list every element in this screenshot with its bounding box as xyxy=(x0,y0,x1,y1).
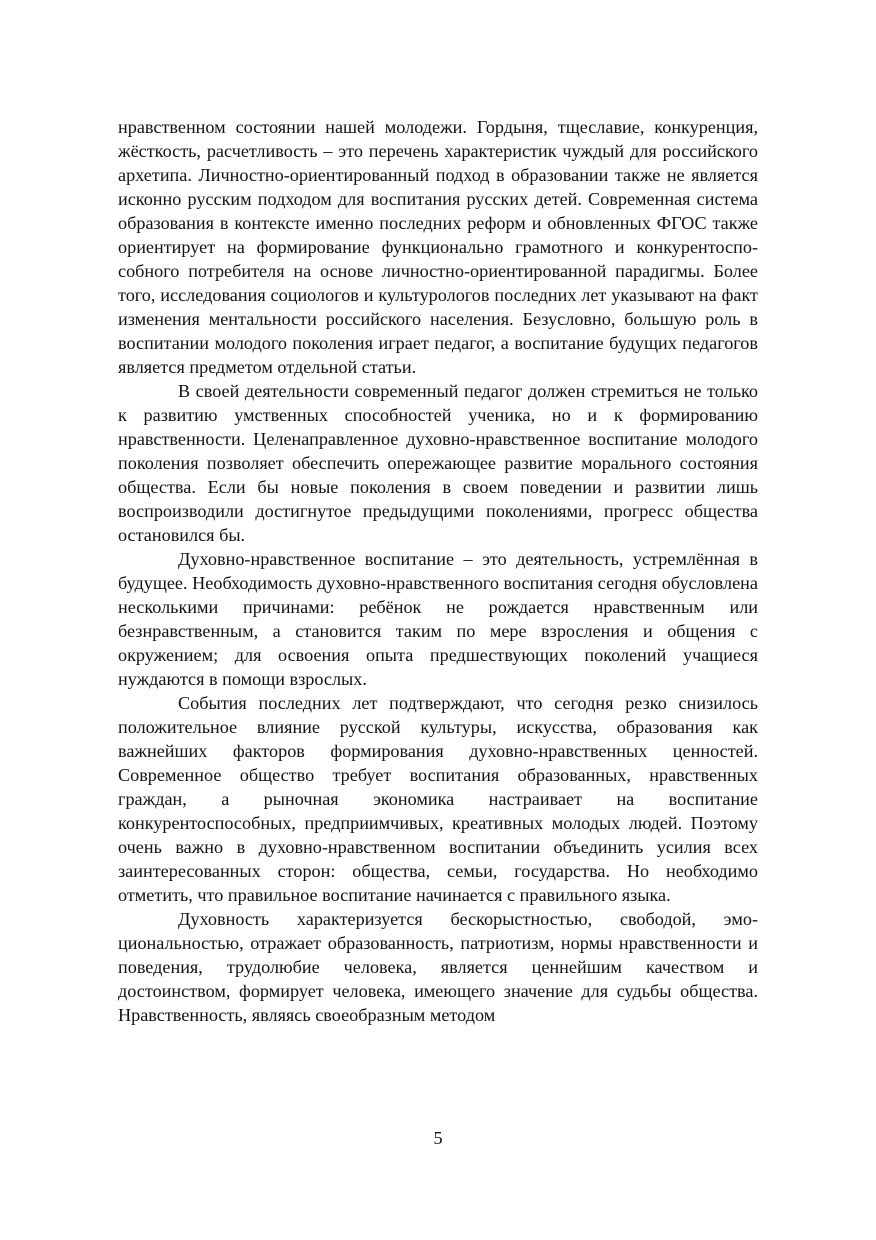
paragraph-3: Духовно-нравственное воспитание – это деятельность, устремлённая в будущее. Необходимость духовно-нравственного воспитания сегодня обусловлена несколькими причинами: ребёнок не рождается нравственным или безнравственным, а становится таким по мере взросления и общения с окружением; для освоения опыта предшествующих поколений учащиеся нуждаются в помощи взрослых. xyxy=(118,549,758,689)
paragraph-1: нравственном состоянии нашей молодежи. Гордыня, тщеславие, конкуренция, жёсткость, расчетливость – это перечень характеристик чуждый для российского архетипа. Личностно-ориентированный подход в образовании также не является исконно русским подходом для воспитания русских детей. Современная система образования в контексте именно последних реформ и обновленных ФГОС также ориентирует на формирование функционально грамотного и конкурентоспособного потребителя на основе личностно-ориентированной парадигмы. Более того, исследования социологов и культурологов последних лет указывают на факт изменения ментальности российского населения. Безусловно, большую роль в воспитании молодого поколения играет педагог, а воспитание будущих педагогов является предметом отдельной статьи. xyxy=(118,117,758,377)
paragraph-4: События последних лет подтверждают, что сегодня резко снизилось положительное влияние русской культуры, искусства, образования как важнейших факторов формирования духовно-нравственных ценностей. Современное общество требует воспитания образованных, нравственных граждан, а рыночная экономика настраивает на воспитание конкурентоспособных, предприимчивых, креативных молодых людей. Поэтому очень важно в духовно-нравственном воспитании объединить усилия всех заинтересованных сторон: общества, семьи, государства. Но необходимо отметить, что правильное воспитание начинается с правильного языка. xyxy=(118,693,758,905)
paragraph-2: В своей деятельности современный педагог должен стремиться не только к развитию умственных способностей ученика, но и к формированию нравственности. Целенаправленное духовно-нравственное воспитание молодого поколения позволяет обеспечить опережающее развитие морального состояния общества. Если бы новые поколения в своем поведении и развитии лишь воспроизводили достигнутое предыдущими поколениями, прогресс общества остановился бы. xyxy=(118,381,758,545)
paragraph-5: Духовность характеризуется бескорыстностью, свободой, эмоциональностью, отражает образованность, патриотизм, нормы нравственности и поведения, трудолюбие человека, является ценнейшим качеством и достоинством, формирует человека, имеющего значение для судьбы общества. Нравственность, являясь своеобразным методом xyxy=(118,909,758,1025)
page-number: 5 xyxy=(433,1128,443,1148)
body-text xyxy=(118,115,758,1027)
